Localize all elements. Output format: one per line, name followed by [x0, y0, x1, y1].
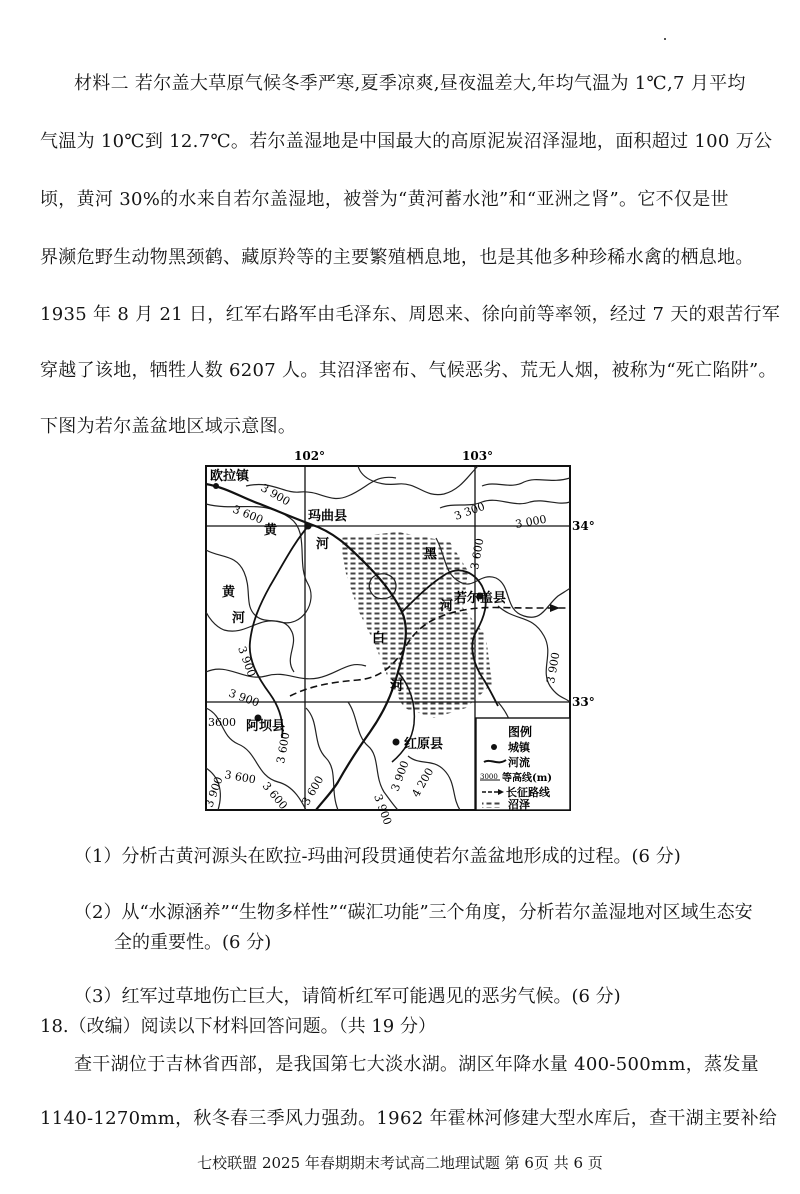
- legend-river: 河流: [508, 756, 530, 769]
- contour-label: 3 600: [230, 502, 265, 527]
- legend-title: 图例: [508, 725, 533, 739]
- question-18-line-1: 查干湖位于吉林省西部，是我国第七大淡水湖。湖区年降水量 400-500mm，蒸发量: [74, 1054, 759, 1075]
- zoige-basin-map: [198, 446, 595, 836]
- material-line-7: 下图为若尔盖盆地区域示意图。: [40, 416, 297, 437]
- contour-label: 4 200: [409, 765, 437, 800]
- material-line-1: 材料二 若尔盖大草原气候冬季严寒,夏季凉爽,昼夜温差大,年均气温为 1℃,7 月平均: [74, 73, 746, 94]
- material-line-2: 气温为 10℃到 12.7℃。若尔盖湿地是中国最大的高原泥炭沼泽湿地，面积超过 100 万公: [40, 131, 773, 152]
- contour-label: 3 900: [226, 686, 262, 710]
- place-oula: 欧拉镇: [210, 469, 250, 484]
- contour-label: 3 900: [202, 774, 226, 810]
- legend-swamp: 沼泽: [508, 798, 530, 811]
- river-label-he2: 河: [232, 611, 246, 626]
- question-2-line-2: 全的重要性。(6 分): [114, 932, 272, 953]
- contour-label: 3 900: [544, 651, 563, 685]
- question-3: （3）红军过草地伤亡巨大，请简析红军可能遇见的恶劣气候。(6 分): [74, 986, 621, 1007]
- question-1: （1）分析古黄河源头在欧拉-玛曲河段贯通使若尔盖盆地形成的过程。(6 分): [74, 846, 681, 867]
- river-label-he4: 河: [390, 679, 404, 694]
- contour-label: 3 900: [388, 758, 412, 794]
- river-label-huang2: 黄: [222, 585, 236, 600]
- contour-label: 3 600: [299, 773, 327, 808]
- question-2-line-1: （2）从“水源涵养”“生物多样性”“碳汇功能”三个角度，分析若尔盖湿地对区域生态安: [74, 902, 753, 923]
- river-label-huang1: 黄: [264, 523, 278, 538]
- page-footer: 七校联盟 2025 年春期期末考试高二地理试题 第 6页 共 6 页: [197, 1154, 603, 1172]
- legend-town: 城镇: [508, 741, 530, 754]
- contour-label: 3 900: [258, 481, 293, 509]
- material-line-5: 1935 年 8 月 21 日，红军右路军由毛泽东、周恩来、徐向前等率领，经过 7 天的艰苦行军: [40, 304, 781, 325]
- lon-label-102: 102°: [294, 449, 326, 463]
- question-18-title: 18.（改编）阅读以下材料回答问题。（共 19 分）: [40, 1016, 436, 1037]
- contour-label: 3 000: [514, 512, 548, 531]
- river-label-he3: 河: [440, 599, 454, 614]
- town-hongyuan: [393, 739, 400, 746]
- scan-speck: [664, 38, 666, 40]
- question-18-line-2: 1140-1270mm，秋冬春三季风力强劲。1962 年霍林河修建大型水库后，查干湖主要补给: [40, 1108, 778, 1129]
- material-line-6: 穿越了该地，牺牲人数 6207 人。其沼泽密布、气候恶劣、荒无人烟，被称为“死亡陷阱”。: [40, 360, 777, 381]
- material-line-4: 界濒危野生动物黑颈鹤、藏原羚等的主要繁殖栖息地，也是其他多种珍稀水禽的栖息地。: [40, 247, 754, 268]
- contour-label: 3 600: [223, 768, 257, 787]
- contour-label: 3 900: [235, 644, 259, 679]
- lat-label-33: 33°: [572, 695, 595, 709]
- material-line-3: 顷，黄河 30%的水来自若尔盖湿地，被誉为“黄河蓄水池”和“亚洲之肾”。它不仅是世: [40, 189, 729, 210]
- river-label-he1: 河: [316, 537, 330, 552]
- river-label-bai: 白: [372, 631, 386, 646]
- legend-contour-num: 3000: [480, 773, 498, 781]
- place-maqu: 玛曲县: [308, 509, 348, 524]
- lat-label-34: 34°: [572, 519, 595, 533]
- legend-route: 长征路线: [506, 786, 550, 799]
- lon-label-103: 103°: [462, 449, 494, 463]
- route-arrow: [550, 604, 560, 612]
- map-svg: [198, 446, 595, 832]
- contour-label: 3 900: [371, 792, 395, 827]
- legend-swamp-symbol: [482, 800, 502, 808]
- river-huang-left: [250, 524, 310, 738]
- contour-label: 3 300: [452, 499, 487, 523]
- place-zoige: 若尔盖县: [454, 591, 507, 606]
- legend-town-symbol: [491, 744, 497, 750]
- legend-contour: 等高线(m): [502, 773, 553, 784]
- contour-label: 3 600: [468, 537, 487, 571]
- map-legend: [476, 718, 570, 811]
- contour-label: 3 600: [274, 731, 293, 765]
- river-label-hei: 黑: [424, 547, 438, 562]
- place-aba: 阿坝县: [246, 719, 286, 734]
- contour-label: 3 600: [259, 779, 290, 813]
- place-hongyuan: 红原县: [404, 737, 444, 752]
- contour-label: 3600: [208, 716, 236, 729]
